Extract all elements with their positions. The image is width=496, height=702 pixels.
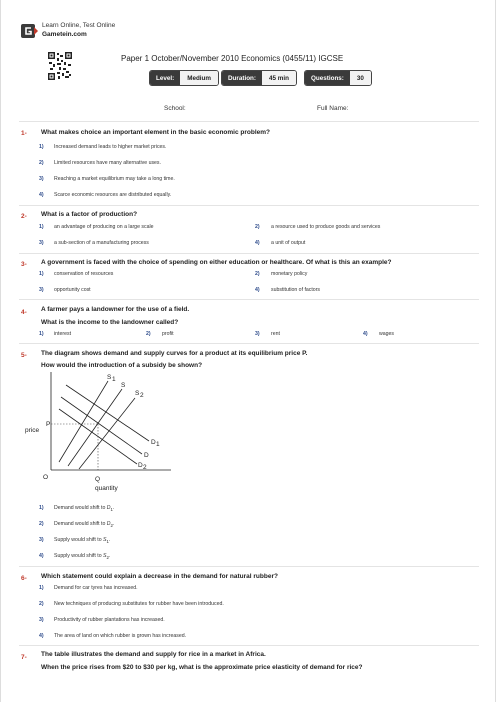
option-number: 2) (255, 224, 260, 230)
option-number: 1) (39, 144, 44, 150)
option-end: . (108, 553, 111, 559)
divider (19, 205, 479, 206)
question-number: 4- (21, 309, 27, 316)
answer-option[interactable] (54, 521, 114, 528)
answer-option[interactable]: an advantage of producing on a large scale (54, 224, 154, 230)
answer-option[interactable]: Reaching a market equilibrium may take a long time. (54, 176, 175, 182)
questions-label: Questions: (305, 71, 350, 85)
answer-option[interactable] (54, 537, 110, 544)
supply-curve-s (68, 389, 122, 466)
option-number: 4) (39, 553, 44, 559)
answer-option[interactable]: a unit of output (271, 240, 306, 246)
origin-label: O (43, 474, 49, 481)
option-number: 3) (39, 240, 44, 246)
duration-value: 45 min (262, 71, 296, 85)
option-number: 4) (255, 240, 260, 246)
question-text: The table illustrates the demand and supply for rice in a market in Africa. (41, 651, 266, 658)
question-text: A farmer pays a landowner for the use of a field. (41, 306, 190, 313)
option-text: Supply would shift to (54, 537, 104, 543)
divider (19, 645, 479, 646)
question-text: The diagram shows demand and supply curves for a product at its equilibrium price P. (41, 350, 308, 357)
s1-label: S (107, 374, 112, 381)
s-label: S (121, 382, 126, 389)
fullname-field[interactable]: Full Name: (317, 105, 349, 112)
option-number: 2) (39, 160, 44, 166)
option-number: 1) (39, 505, 44, 511)
option-number: 2) (146, 331, 151, 337)
question-number: 5- (21, 352, 27, 359)
option-number: 2) (39, 601, 44, 607)
option-number: 4) (39, 192, 44, 198)
option-symbol: D (106, 521, 111, 527)
supply-demand-diagram (21, 370, 181, 498)
brand-tagline: Learn Online, Test Online (42, 22, 116, 29)
quantity-axis-label: quantity (95, 485, 118, 492)
divider (19, 121, 479, 122)
answer-option[interactable]: Increased demand leads to higher market prices. (54, 144, 167, 150)
question-number: 3- (21, 261, 27, 268)
option-symbol: S (103, 553, 107, 559)
exam-title: Paper 1 October/November 2010 Economics (0455/11) IGCSE (121, 54, 344, 63)
duration-badge (221, 70, 297, 86)
supply-curve-s2 (79, 398, 135, 469)
question-number: 6- (21, 575, 27, 582)
equilibrium-price-label: P (46, 421, 51, 428)
answer-option[interactable]: conservation of resources (54, 271, 114, 277)
brand-block (42, 21, 115, 39)
qr-code-icon (48, 52, 72, 80)
answer-option[interactable]: profit (162, 331, 174, 337)
option-number: 1) (39, 224, 44, 230)
level-label: Level: (150, 71, 180, 85)
answer-option[interactable]: wages (379, 331, 394, 337)
option-number: 3) (255, 331, 260, 337)
option-text: Demand would shift to (54, 505, 107, 511)
answer-option[interactable]: Scarce economic resources are distributed equally. (54, 192, 172, 198)
option-text: Supply would shift to (54, 553, 104, 559)
question-text: What makes choice an important element in the basic economic problem? (41, 129, 270, 136)
d1-label: D (151, 439, 156, 446)
option-subscript: 1 (110, 507, 113, 513)
d2-subscript: 2 (143, 464, 147, 471)
option-number: 4) (39, 633, 44, 639)
questions-value: 30 (350, 71, 371, 85)
d-label: D (144, 452, 149, 459)
option-number: 4) (363, 331, 368, 337)
option-number: 3) (39, 176, 44, 182)
question-text: Which statement could explain a decrease in the demand for natural rubber? (41, 573, 278, 580)
option-subscript: 2 (106, 555, 109, 561)
s1-subscript: 1 (112, 376, 116, 383)
school-field[interactable]: School: (164, 105, 186, 112)
answer-option[interactable]: a resource used to produce goods and services (271, 224, 381, 230)
question-number: 2- (21, 213, 27, 220)
level-badge (149, 70, 219, 86)
answer-option[interactable]: The area of land on which rubber is grown has increased. (54, 633, 187, 639)
option-number: 4) (255, 287, 260, 293)
brand-site[interactable]: Gametein.com (42, 31, 87, 38)
divider (19, 566, 479, 567)
answer-option[interactable] (54, 553, 110, 560)
answer-option[interactable]: New techniques of producing substitutes for rubber have been introduced. (54, 601, 224, 607)
s2-label: S (135, 390, 140, 397)
option-subscript: 1 (106, 539, 109, 545)
option-number: 3) (39, 537, 44, 543)
questions-badge (304, 70, 372, 86)
option-number: 1) (39, 331, 44, 337)
option-number: 3) (39, 287, 44, 293)
demand-curve-d (61, 397, 142, 454)
demand-curve-d2 (59, 409, 137, 464)
supply-curve-s1 (59, 381, 108, 462)
answer-option[interactable]: a sub-section of a manufacturing process (54, 240, 149, 246)
answer-option[interactable]: interest (54, 331, 72, 337)
answer-option[interactable]: monetary policy (271, 271, 308, 277)
answer-option[interactable]: rent (271, 331, 280, 337)
divider (19, 299, 479, 300)
option-symbol: D (106, 505, 111, 511)
d1-subscript: 1 (156, 441, 160, 448)
divider (19, 253, 479, 254)
option-end: . (108, 537, 111, 543)
question-text: A government is faced with the choice of spending on either education or healthcare. Of what is this an example? (41, 259, 392, 266)
question-text-line-2: When the price rises from $20 to $30 per kg, what is the approximate price elasticity of demand for rice? (41, 664, 363, 671)
answer-option[interactable]: Productivity of rubber plantations has increased. (54, 617, 165, 623)
option-end: . (112, 505, 115, 511)
option-symbol: S (103, 537, 107, 543)
option-end: . (112, 521, 115, 527)
option-number: 1) (39, 585, 44, 591)
divider (19, 343, 479, 344)
s2-subscript: 2 (140, 392, 144, 399)
option-number: 2) (255, 271, 260, 277)
price-axis-label: price (25, 427, 40, 434)
answer-option[interactable]: substitution of factors (271, 287, 321, 293)
answer-option[interactable]: Demand for car tyres has increased. (54, 585, 138, 591)
option-number: 1) (39, 271, 44, 277)
gametein-logo-icon (21, 24, 39, 38)
level-value: Medium (180, 71, 218, 85)
equilibrium-quantity-label: Q (95, 476, 101, 483)
option-text: Demand would shift to (54, 521, 107, 527)
option-number: 2) (39, 521, 44, 527)
question-number: 7- (21, 654, 27, 661)
d2-label: D (138, 462, 143, 469)
option-number: 3) (39, 617, 44, 623)
answer-option[interactable]: Limited resources have many alternative uses. (54, 160, 161, 166)
question-text: What is a factor of production? (41, 211, 138, 218)
question-text-line-2: What is the income to the landowner called? (41, 319, 179, 326)
question-text-line-2: How would the introduction of a subsidy be shown? (41, 362, 203, 369)
answer-option[interactable] (54, 505, 114, 512)
question-number: 1- (21, 130, 27, 137)
answer-option[interactable]: opportunity cost (54, 287, 91, 293)
duration-label: Duration: (222, 71, 262, 85)
option-subscript: 2 (110, 523, 113, 529)
